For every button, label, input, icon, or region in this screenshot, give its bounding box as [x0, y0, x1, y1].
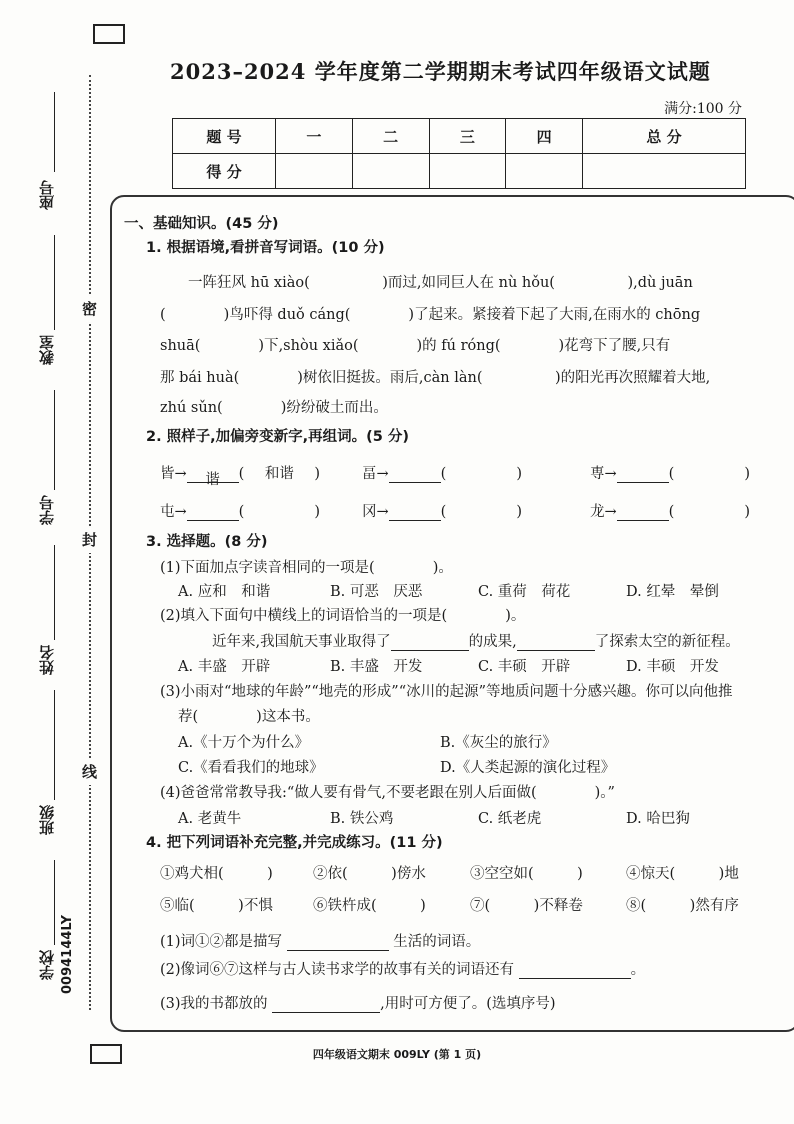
score-table-header-row	[173, 119, 746, 154]
paper-code: 0094144LY	[60, 915, 75, 994]
fill-blank[interactable]	[517, 636, 595, 651]
seat-line	[54, 92, 55, 172]
top-corner-box	[93, 24, 125, 44]
score-header-cell: 二	[352, 119, 429, 154]
fill-blank[interactable]	[272, 998, 380, 1013]
q3-sub3: (3)小雨对“地球的年龄”“地壳的形成”“冰川的起源”等地质问题十分感兴趣。你可以向他推	[160, 684, 733, 700]
q3-sub2-option: D. 丰硕 开发	[626, 659, 719, 675]
q4-title: 4. 把下列词语补充完整,并完成练习。(11 分)	[146, 835, 443, 851]
student-id-line	[54, 390, 55, 490]
q3-sub1: (1)下面加点字读音相同的一项是( )。	[160, 560, 453, 576]
fill-blank[interactable]	[519, 964, 631, 979]
q3-sub2-option: B. 丰盛 开发	[330, 659, 423, 675]
seal-char-feng: 封	[82, 526, 97, 553]
q4-idiom: ③空空如( )	[470, 866, 583, 882]
q2-base: 皆→	[160, 466, 187, 482]
q2-word: 和谐	[264, 466, 294, 482]
score-cell[interactable]	[429, 154, 506, 189]
q2-item: 冈→ ( )	[362, 504, 522, 520]
q3-sub3-option: A.《十万个为什么》	[178, 735, 310, 751]
q2-answer-blank[interactable]	[617, 506, 669, 521]
q2-item: 専→ ( )	[590, 466, 750, 482]
q2-base: 龙→	[590, 504, 617, 520]
page-footer: 四年级语文期末 009LY (第 1 页)	[312, 1048, 482, 1061]
school-label: 学校	[38, 950, 56, 980]
q4-part1-text: (1)词①②都是描写	[160, 934, 283, 950]
q3-sub2-sentence	[212, 630, 740, 651]
seal-char-mi: 密	[82, 295, 97, 322]
q3-sub1-option: C. 重荷 荷花	[478, 584, 571, 600]
q2-item: 屯→ ( )	[160, 504, 320, 520]
sentence-part: 了探索太空的新征程。	[594, 634, 740, 650]
q3-sub2-option: A. 丰盛 开辟	[178, 659, 271, 675]
q1-line-4: 那 bái huà( )树依旧挺拔。雨后,càn làn( )的阳光再次照耀着大地,	[160, 370, 711, 386]
q4-part2	[160, 958, 645, 979]
q3-sub3-option: B.《灰尘的旅行》	[440, 735, 557, 751]
q2-base: 冈→	[362, 504, 389, 520]
score-header-cell: 总 分	[583, 119, 746, 154]
q3-sub4-option: D. 哈巴狗	[626, 811, 690, 827]
classroom-label: 教室	[38, 335, 56, 365]
q2-item: 畐→ ( )	[362, 466, 522, 482]
q3-title: 3. 选择题。(8 分)	[146, 534, 268, 550]
q4-part2-text: (2)像词⑥⑦这样与古人读书求学的故事有关的词语还有	[160, 962, 515, 978]
score-row-label: 得 分	[173, 154, 276, 189]
fill-blank[interactable]	[287, 936, 389, 951]
q1-line-1: 一阵狂风 hū xiào( )而过,如同巨人在 nù hǒu( ),dù juān	[188, 275, 693, 291]
q2-item: 皆→ 谐 ( 和谐 )	[160, 462, 320, 483]
q3-sub4-option: C. 纸老虎	[478, 811, 542, 827]
score-table	[172, 118, 746, 189]
q3-sub1-option: D. 红晕 晕倒	[626, 584, 719, 600]
q3-sub1-option: A. 应和 和谐	[178, 584, 271, 600]
student-id-label: 学号	[38, 495, 56, 525]
q2-title: 2. 照样子,加偏旁变新字,再组词。(5 分)	[146, 429, 410, 445]
q2-answer: 谐	[205, 472, 220, 488]
q4-idiom: ④惊天( )地	[626, 866, 739, 882]
score-cell[interactable]	[352, 154, 429, 189]
q2-answer-blank[interactable]	[187, 468, 239, 488]
score-header-cell: 题 号	[173, 119, 276, 154]
q3-sub3-option: C.《看看我们的地球》	[178, 760, 324, 776]
name-label: 姓名	[38, 645, 56, 675]
q2-base: 屯→	[160, 504, 187, 520]
score-cell[interactable]	[506, 154, 583, 189]
score-cell[interactable]	[276, 154, 353, 189]
sentence-part: 近年来,我国航天事业取得了	[212, 634, 391, 650]
q3-sub3-cont: 荐( )这本书。	[178, 709, 320, 725]
class-line	[54, 690, 55, 800]
q3-sub4-option: A. 老黄牛	[178, 811, 242, 827]
seat-label: 座号	[38, 180, 56, 210]
q4-part2-text: 。	[630, 962, 646, 978]
score-header-cell: 三	[429, 119, 506, 154]
classroom-line	[54, 235, 55, 330]
q4-idiom: ⑥铁杵成( )	[313, 898, 426, 914]
full-score: 满分:100 分	[664, 101, 742, 117]
q2-answer-blank[interactable]	[187, 506, 239, 521]
q2-answer-blank[interactable]	[617, 468, 669, 483]
q1-line-3: shuā( )下,shòu xiǎo( )的 fú róng( )花弯下了腰,只有	[160, 338, 671, 354]
section-heading: 一、基础知识。(45 分)	[124, 216, 279, 232]
page-title: 2023–2024 学年度第二学期期末考试四年级语文试题	[170, 59, 711, 84]
q2-answer-blank[interactable]	[389, 468, 441, 483]
q3-sub3-option: D.《人类起源的演化过程》	[440, 760, 616, 776]
q4-part3-text: ,用时可方便了。(选填序号)	[380, 996, 556, 1012]
q4-part1	[160, 930, 480, 951]
fill-blank[interactable]	[391, 636, 469, 651]
score-header-cell: 一	[276, 119, 353, 154]
seal-char-xian: 线	[82, 758, 97, 785]
q4-idiom: ①鸡犬相( )	[160, 866, 273, 882]
q4-idiom: ⑤临( )不惧	[160, 898, 273, 914]
q2-answer-blank[interactable]	[389, 506, 441, 521]
sentence-part: 的成果,	[468, 634, 517, 650]
q1-line-5: zhú sǔn( )纷纷破土而出。	[160, 400, 388, 416]
q4-idiom: ⑧( )然有序	[626, 898, 739, 914]
q4-idiom: ⑦( )不释卷	[470, 898, 583, 914]
q4-idiom: ②依( )傍水	[313, 866, 426, 882]
name-line	[54, 545, 55, 640]
q4-part1-text: 生活的词语。	[393, 934, 481, 950]
q2-item: 龙→ ( )	[590, 504, 750, 520]
q3-sub4: (4)爸爸常常教导我:“做人要有骨气,不要老跟在别人后面做( )。”	[160, 785, 615, 801]
q1-line-2: ( )鸟吓得 duǒ cáng( )了起来。紧接着下起了大雨,在雨水的 chōng	[160, 307, 701, 323]
q4-part3	[160, 992, 556, 1013]
q2-base: 畐→	[362, 466, 389, 482]
q3-sub1-option: B. 可恶 厌恶	[330, 584, 423, 600]
score-header-cell: 四	[506, 119, 583, 154]
q4-part3-text: (3)我的书都放的	[160, 996, 268, 1012]
q3-sub2: (2)填入下面句中横线上的词语恰当的一项是( )。	[160, 608, 526, 624]
school-line	[54, 860, 55, 945]
q1-title: 1. 根据语境,看拼音写词语。(10 分)	[146, 240, 385, 256]
q2-base: 専→	[590, 466, 617, 482]
q3-sub4-option: B. 铁公鸡	[330, 811, 394, 827]
class-label: 班级	[38, 805, 56, 835]
score-table-score-row	[173, 154, 746, 189]
q3-sub2-option: C. 丰硕 开辟	[478, 659, 571, 675]
score-cell[interactable]	[583, 154, 746, 189]
